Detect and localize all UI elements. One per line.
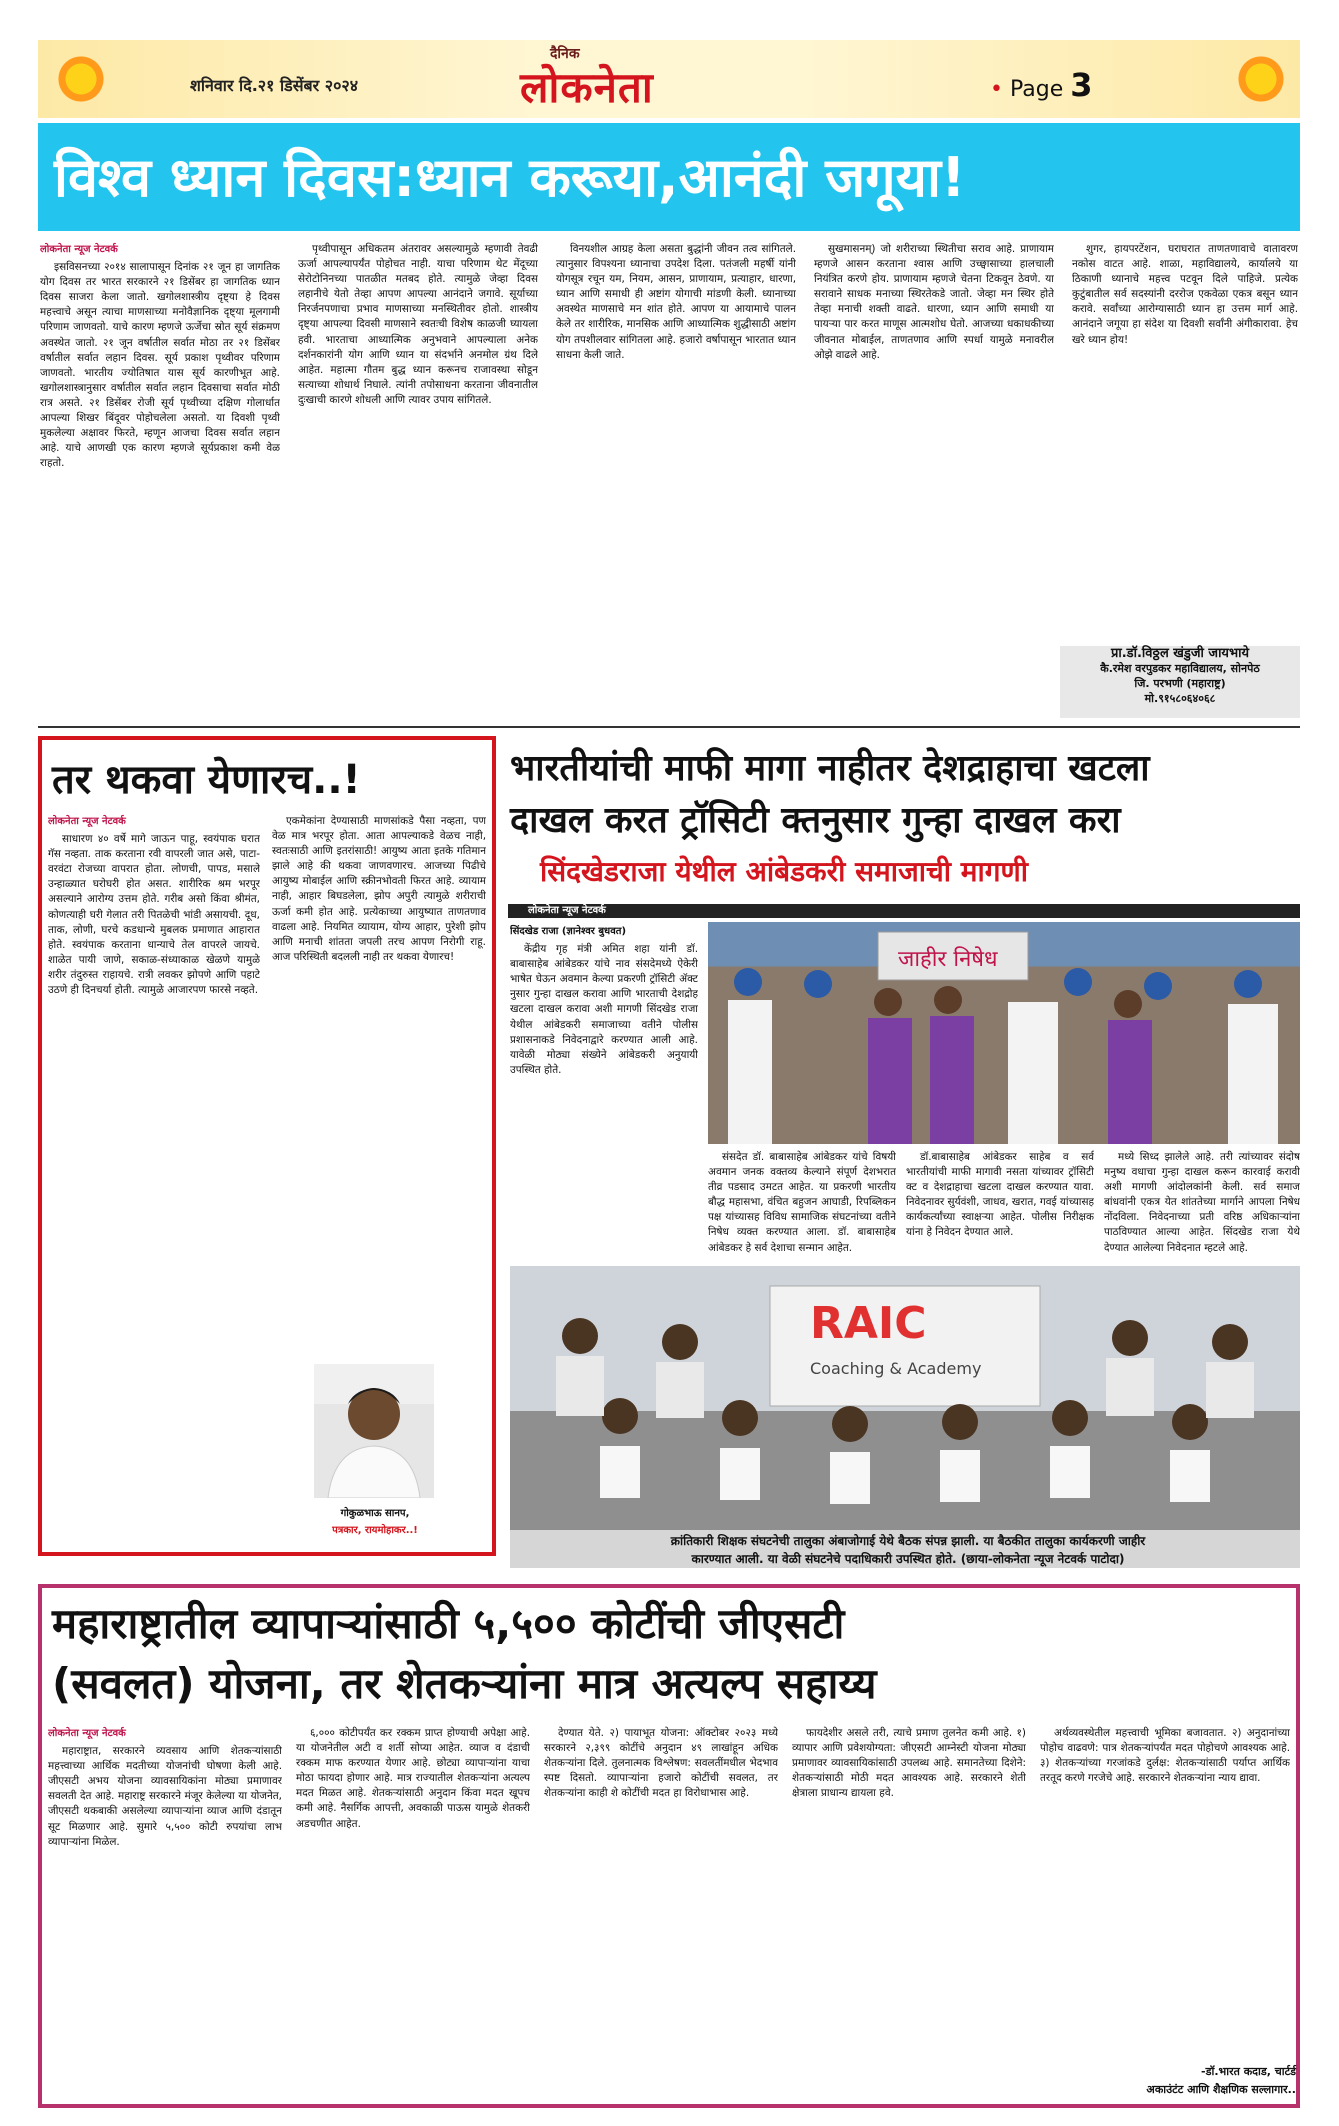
article3-dateline: सिंदखेड राजा (ज्ञानेश्वर बुधवत) xyxy=(510,926,627,937)
brand-logo: लोकनेता xyxy=(520,63,654,112)
article4-author: -डॉ.भारत कदाड, चार्टर्ड xyxy=(1201,2065,1296,2078)
article4-col2 xyxy=(296,1726,530,2098)
author-place: जि. परभणी (महाराष्ट्र) xyxy=(1134,677,1226,690)
article3-subhead: सिंदखेडराजा येथील आंबेडकरी समाजाची मागणी xyxy=(540,855,1029,888)
article4-col1 xyxy=(48,1726,282,2098)
brand-top: दैनिक xyxy=(550,46,580,62)
article2-col1 xyxy=(48,814,260,1544)
author-phone: मो.९१५८०६४०६८ xyxy=(1144,692,1216,705)
article3-headline-l2: दाखल करत ट्रॉसिटी क्तनुसार गुन्हा दाखल करा xyxy=(510,800,1121,841)
article3-col2 xyxy=(708,1150,896,1258)
article4-text: फायदेशीर असले तरी, त्याचे प्रमाण तुलनेत कमी आहे. १) व्यापार आणि प्रवेशयोग्यता: जीएसटी आम्नेस्टी योजना मोठ्या प्रमाणावर व्यावसायिकांसाठी उपलब्ध आहे. समानतेच्या दिशेने: शेतकऱ्यांसाठी मोठी मदत आवश्यक आहे. सरकारने शेती क्षेत्राला प्राधान्य द्यायला हवे. xyxy=(792,1727,1026,1800)
photo-caption-line1: क्रांतिकारी शिक्षक संघटनेची तालुका अंबाजोगाई येथे बैठक संपन्न झाली. या बैठकीत तालुका कार्यकरणी जाहीर xyxy=(670,1534,1146,1548)
article3-col4 xyxy=(1104,1150,1300,1258)
author-name: प्रा.डॉ.विठ्ठल खंडुजी जायभाये xyxy=(1110,646,1250,661)
article3-byline: लोकनेता न्यूज नेटवर्क xyxy=(528,905,606,916)
svg-text:RAIC: RAIC xyxy=(810,1298,927,1349)
sun-icon xyxy=(1234,52,1288,106)
portrait-icon xyxy=(314,1364,434,1498)
article1-headline: विश्व ध्यान दिवस:ध्यान करूया,आनंदी जगूया! xyxy=(54,146,966,209)
protest-photo xyxy=(708,922,1300,1144)
article1-text: विनयशील आग्रह केला असता बुद्धांनी जीवन तत्व सांगितले. त्यानुसार विपश्यना ध्यानाचा उपदेश दिला. पतंजली महर्षी यांनी योगसूत्र रचून यम, नियम, आसन, प्राणायाम, प्रत्याहार, धारणा, ध्यान आणि समाधी ही अष्टांग योगाची मांडणी केली. ध्यानाच्या अवस्थेत माणसाचे मन शांत होते. आपण या आयामाचे पालन केले तर शारीरिक, मानसिक आणि आध्यात्मिक शुद्धीसाठी अष्टांग योग तपशीलवार सांगितला आहे. हजारो वर्षापासून भारतात ध्यान साधना केली जाते. xyxy=(556,243,796,361)
article1-byline: लोकनेता न्यूज नेटवर्क xyxy=(40,244,118,255)
author-photo xyxy=(314,1364,434,1498)
photo-caption-role: पत्रकार, रायमोहाकर..! xyxy=(332,1525,418,1536)
author-box xyxy=(1060,646,1300,718)
photo-caption-line2: कारण्यात आली. या वेळी संघटनेचे पदाधिकारी उपस्थित होते. (छाया-लोकनेता न्यूज नेटवर्क पाटोदा) xyxy=(691,1552,1125,1566)
page-label-text: Page xyxy=(1009,77,1064,102)
article3-headline-l1: भारतीयांची माफी मागा नाहीतर देशद्राहाचा खटला xyxy=(510,748,1150,789)
article3-text: केंद्रीय गृह मंत्री अमित शहा यांनी डॉ. बाबासाहेब आंबेडकर यांचे नाव संसदेमध्ये ऐकेरी भाषेत घेऊन अवमान केल्या प्रकरणी ट्रॉसिटी ॲक्ट नुसार गुन्हा दाखल करावा आणि भारताची देशद्रोह खटला दाखल करावा अशी मागणी सिंदखेड राजा येथील आंबेडकरी समाजाच्या वतीने पोलीस प्रशासनाकडे निवेदनाद्वारे करण्यात आली आहे. यावेळी मोठ्या संख्येने आंबेडकरी अनुयायी उपस्थित होते. xyxy=(510,943,698,1076)
banner-text: जाहीर निषेध xyxy=(898,947,998,972)
article4-text: महाराष्ट्रात, सरकारने व्यवसाय आणि शेतकऱ्यांसाठी महत्त्वाच्या आर्थिक मदतीच्या योजनांची घोषणा केली आहे. जीएसटी अभय योजना व्यावसायिकांना मोठ्या प्रमाणावर सवलती देत आहे. महाराष्ट्र सरकारने मंजूर केलेल्या या योजनेत, जीएसटी थकबाकी असलेल्या व्यापाऱ्यांना व्याज आणि दंडातून सूट मिळणार आहे. सुमारे ५,५०० कोटी रुपयांचा लाभ व्यापाऱ्यांना मिळेल. xyxy=(48,1745,282,1848)
article2-headline: तर थकवा येणारच..! xyxy=(52,757,361,803)
article1-col5 xyxy=(1072,242,1298,642)
article3-text: मध्ये सिध्द झालेले आहे. तरी त्यांच्यावर संदोष मनुष्य वधाचा गुन्हा दाखल करून कारवाई करावी अशी मागणी आंदोलकांनी केली. सर्व समाज बांधवांनी एकत्र येत शांततेच्या मार्गाने आपला निषेध नोंदविला. निवेदनाच्या प्रती वरिष्ठ अधिकाऱ्यांना पाठविण्यात आल्या आहेत. सिंदखेड राजा येथे देण्यात आलेल्या निवेदनात म्हटले आहे. xyxy=(1104,1151,1300,1254)
article4-col3 xyxy=(544,1726,778,2098)
page-label: • Page 3 xyxy=(990,66,1093,104)
page-number: 3 xyxy=(1070,66,1093,104)
article3-col3 xyxy=(906,1150,1094,1258)
masthead-date: शनिवार दि.२१ डिसेंबर २०२४ xyxy=(190,76,359,95)
photo-caption-name: गोकुळभाऊ सानप, xyxy=(340,1508,410,1519)
article4-text: देण्यात येते. २) पायाभूत योजना: ऑक्टोबर २०२३ मध्ये सरकारने २,३९९ कोटींचे अनुदान ४९ लाखांहून अधिक शेतकऱ्यांना दिले. तुलनात्मक विश्लेषण: सवलतींमधील भेदभाव स्पष्ट दिसतो. व्यापाऱ्यांना हजारो कोटींची सवलत, तर शेतकऱ्यांना काही शे कोटींची मदत हा विरोधाभास आहे. xyxy=(544,1727,778,1800)
article1-text: सुखमासनम्) जो शरीराच्या स्थितीचा सराव आहे. प्राणायाम म्हणजे आसन करताना श्वास आणि उच्छ्वासाच्या हालचाली नियंत्रित करणे होय. प्राणायाम म्हणजे चेतना टिकवून ठेवणे. या सरावाने साधक मनाच्या स्थिरतेकडे जातो. जेव्हा मन स्थिर होते तेव्हा मनाची शक्ती वाढते. धारणा, ध्यान आणि समाधी या पायऱ्या पार करत माणूस आत्मशोध घेतो. आजच्या धकाधकीच्या जीवनात मोबाईल, ताणतणाव आणि स्पर्धा यामुळे मनावरील ओझे वाढले आहे. xyxy=(814,243,1054,361)
article2-text: साधारण ४० वर्षे मागे जाऊन पाहू, स्वयंपाक घरात गॅस नव्हता. ताक करताना रवी वापरली जात असे, पाटा-वरवंटा रोजच्या वापरात होता. लोणची, पापड, मसाले उन्हाळ्यात घरोघरी होत असत. शारीरिक श्रम भरपूर असल्याने आरोग्य उत्तम होते. गरीब असो किंवा श्रीमंत, कोणत्याही घरी गेलात तरी पितळेची भांडी असायची. दूध, ताक, लोणी, घरचे कडधान्ये मुबलक प्रमाणात आहारात होते. स्वयंपाक करताना धान्याचे तेल वापरले जायचे. शाळेत पायी जाणे, सकाळ-संध्याकाळ खेळणे यामुळे शरीर तंदुरुस्त राहायचे. रात्री लवकर झोपणे आणि पहाटे उठणे ही दिनचर्या होती. त्यामुळे आजारपण फारसे नव्हते. xyxy=(48,833,260,997)
author-org: कै.रमेश वरपुडकर महाविद्यालय, सोनपेठ xyxy=(1100,662,1260,675)
article3-col1 xyxy=(510,924,698,1254)
divider xyxy=(38,726,1300,728)
article3-text: संसदेत डॉ. बाबासाहेब आंबेडकर यांचे विषयी अवमान जनक वक्तव्य केल्याने संपूर्ण देशभरात तीव्र पडसाद उमटत आहेत. या प्रकरणी भारतीय बौद्ध महासभा, वंचित बहुजन आघाडी, रिपब्लिकन पक्ष यांच्यासह विविध सामाजिक संघटनांच्या वतीने निषेध व्यक्त करण्यात आला. डॉ. बाबासाहेब आंबेडकर हे सर्व देशाचा सन्मान आहेत. xyxy=(708,1151,896,1254)
group-photo xyxy=(510,1266,1300,1530)
article1-text: शुगर, हायपरटेंशन, घराघरात ताणतणावाचे वातावरण नकोस वाटत आहे. शाळा, महाविद्यालये, कार्यालये या ठिकाणी ध्यानाचे महत्त्व पटवून दिले पाहिजे. प्रत्येक कुटुंबातील सर्व सदस्यांनी दररोज एकवेळा एकत्र बसून ध्यान करावे. सर्वांच्या आरोग्यासाठी ध्यान हा उत्तम मार्ग आहे. आनंदाने जगूया हा संदेश या दिवशी सर्वांनी अंगीकारावा. हेच खरे ध्यान होय! xyxy=(1072,243,1298,346)
article4-text: ६,००० कोटीपर्यंत कर रक्कम प्राप्त होण्याची अपेक्षा आहे. या योजनेतील अटी व शर्ती सोप्या आहेत. व्याज व दंडाची रक्कम माफ करण्यात येणार आहे. छोट्या व्यापाऱ्यांना याचा मोठा फायदा होणार आहे. मात्र राज्यातील शेतकऱ्यांना अत्यल्प मदत मिळत आहे. शेतकऱ्यांसाठी अनुदान किंवा मदत खूपच कमी आहे. नैसर्गिक आपत्ती, अवकाळी पाऊस यामुळे शेतकरी अडचणीत आहेत. xyxy=(296,1727,530,1830)
center-text: Coaching & Academy xyxy=(810,1359,982,1378)
article4-col5 xyxy=(1040,1726,1290,2056)
article4-author-role: अकाउंटंट आणि शैक्षणिक सल्लागार.. xyxy=(1146,2083,1296,2096)
article1-text: पृथ्वीपासून अधिकतम अंतरावर असल्यामुळे म्हणावी तेवढी ऊर्जा आपल्यापर्यंत पोहोचत नाही. याचा परिणाम थेट मेंदूच्या सेरोटोनिनच्या पातळीत मतबद होते. त्यामुळे जेव्हा दिवस लहानीचे येतो तेव्हा आपण आपल्या आनंदाने जगावे. सूर्याच्या निरर्जनपणाचा प्रभाव माणसाच्या मनस्थितीवर होतो. शास्त्रीय दृष्ट्या आपल्या दिवसी माणसाने स्वतःची विशेष काळजी घ्यायला हवी. भारताचा आध्यात्मिक अनुभवाने आपल्याला अनेक दर्शनकारांनी योग आणि ध्यान या संदर्भाने अनमोल ग्रंथ दिले आहेत. महात्मा गौतम बुद्ध ध्यान करूनच राजावस्था सोडून सत्याच्या शोधार्थ निघाले. त्यांनी तपोसाधना करताना जीवनातील दुःखाची कारणे शोधली आणि त्यावर उपाय सांगितले. xyxy=(298,243,538,406)
article4-byline: लोकनेता न्यूज नेटवर्क xyxy=(48,1728,126,1739)
article4-headline-l2: (सवलत) योजना, तर शेतकऱ्यांना मात्र अत्यल्प सहाय्य xyxy=(52,1659,877,1708)
article2-byline: लोकनेता न्यूज नेटवर्क xyxy=(48,816,126,827)
article1-col2 xyxy=(298,242,538,712)
article4-headline-l1: महाराष्ट्रातील व्यापाऱ्यांसाठी ५,५०० कोटींची जीएसटी xyxy=(52,1599,845,1648)
article2-text: एकमेकांना देण्यासाठी माणसांकडे पैसा नव्हता, पण वेळ मात्र भरपूर होता. आता आपल्याकडे वेळच नाही, स्वतःसाठी आणि इतरांसाठी! आयुष्य आता इतके गतिमान झाले आहे की थकवा जाणवणारच. आजच्या पिढीचे आयुष्य मोबाईल आणि स्क्रीनभोवती फिरत आहे. व्यायाम नाही, आहार बिघडलेला, झोप अपुरी त्यामुळे शरीराची ऊर्जा कमी होत आहे. प्रत्येकाच्या आयुष्यात ताणतणाव वाढला आहे. नियमित व्यायाम, योग्य आहार, पुरेशी झोप आणि मनाची शांतता जपली तरच आपण निरोगी राहू. आज परिस्थिती बदलली नाही तर थकवा येणारच! xyxy=(272,815,486,963)
article1-col3 xyxy=(556,242,796,712)
article4-col4 xyxy=(792,1726,1026,2098)
article1-text: इसविसनच्या २०१४ सालापासून दिनांक २१ जून हा जागतिक योग दिवस तर भारत सरकारने २१ डिसेंबर हा जागतिक ध्यान दिवस साजरा केला जातो. खगोलशास्त्रीय दृष्ट्या हे दिवस महत्त्वाचे असून त्याचा माणसाच्या मनोवैज्ञानिक दृष्ट्या मूलगामी परिणाम जाणवतो. याचे कारण म्हणजे ऊर्जेचा स्रोत सूर्य संक्रमण अवस्थेत जातो. २१ जून वर्षातील सर्वात मोठा तर २१ डिसेंबर वर्षातील सर्वात लहान दिवस. सूर्य प्रकाश पृथ्वीवर परिणाम जाणवतो. भारतीय ज्योतिषात यास सूर्य कारणीभूत आहे. खगोलशास्त्रानुसार वर्षातील सर्वात लहान दिवसाचा सर्वात मोठी रात्र असते. २१ डिसेंबर रोजी सूर्य पृथ्वीच्या दक्षिण गोलार्धात आपल्या शिखर बिंदूवर पोहोचलेला असतो. या दिवशी पृथ्वी मुकलेल्या अक्षावर फिरते, म्हणून आजचा दिवस सर्वात लहान आहे. याचे आणखी एक कारण म्हणजे सूर्यप्रकाश कमी वेळ राहतो. xyxy=(40,261,280,470)
article1-col4 xyxy=(814,242,1054,712)
sun-icon xyxy=(54,52,108,106)
article3-text: डॉ.बाबासाहेब आंबेडकर साहेब व सर्व भारतीयांची माफी मागावी नसता यांच्यावर ट्रॉसिटी क्ट व देशद्राहाचा खटला दाखल करण्यात यावा. निवेदनावर सुर्यवंशी, जाधव, खरात, गवई यांच्यासह कार्यकर्त्यांच्या स्वाक्षऱ्या आहेत. पोलीस निरीक्षक यांना हे निवेदन देण्यात आले. xyxy=(906,1151,1094,1239)
group-image xyxy=(510,1266,1300,1530)
article4-text: अर्थव्यवस्थेतील महत्त्वाची भूमिका बजावतात. २) अनुदानांच्या पोहोच वाढवणे: पात्र शेतकऱ्यांपर्यंत मदत पोहोचणे आवश्यक आहे. ३) शेतकऱ्यांच्या गरजांकडे दुर्लक्ष: शेतकऱ्यांसाठी पर्याप्त आर्थिक तरतूद करणे गरजेचे आहे. सरकारने शेतकऱ्यांना न्याय द्यावा. xyxy=(1040,1727,1290,1785)
article2-col2 xyxy=(272,814,486,1354)
article3-byline-bar xyxy=(508,904,1300,918)
crowd-image xyxy=(708,922,1300,1144)
article1-col1 xyxy=(40,242,280,712)
